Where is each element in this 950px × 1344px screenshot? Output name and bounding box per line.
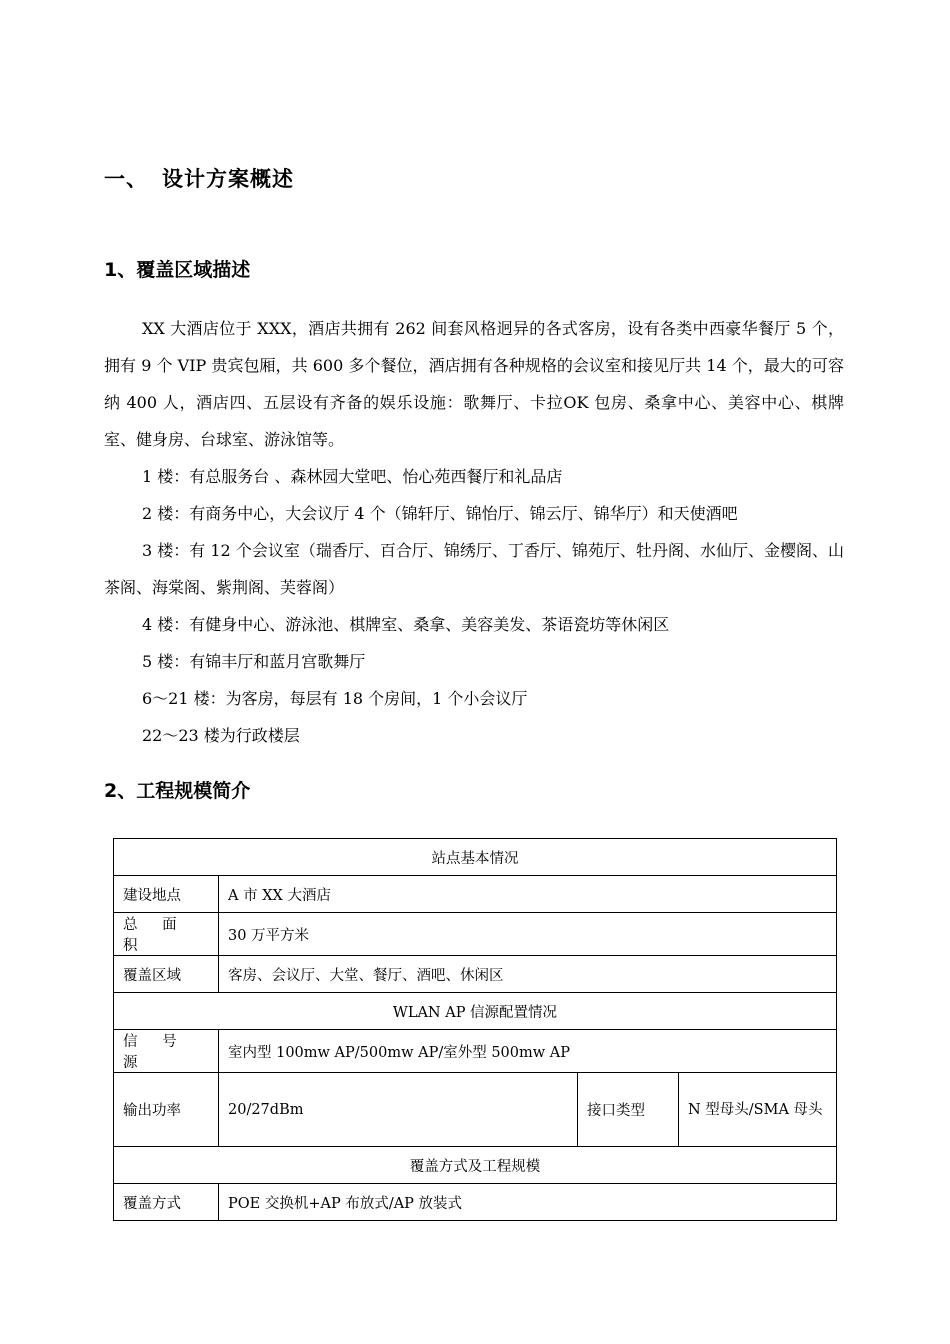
interface-type-value: N 型母头/SMA 母头 (679, 1073, 837, 1147)
floor-item-7: 22～23 楼为行政楼层 (142, 726, 300, 745)
area-label: 总 面 积 (114, 913, 219, 956)
site-label: 建设地点 (114, 876, 219, 913)
table-row (114, 1147, 837, 1184)
area-value: 30 万平方米 (219, 913, 837, 956)
ap-config-header: WLAN AP 信源配置情况 (114, 993, 837, 1030)
floor-item-4: 4 楼：有健身中心、游泳池、棋牌室、桑拿、美容美发、茶语瓷坊等休闲区 (142, 615, 670, 634)
chapter-title: 设计方案概述 (162, 167, 294, 191)
output-power-value: 20/27dBm (219, 1073, 578, 1147)
site-value: A 市 XX 大酒店 (219, 876, 837, 913)
chapter-number: 一、 (104, 167, 148, 191)
floor-item-2: 2 楼：有商务中心，大会议厅 4 个（锦轩厅、锦怡厅、锦云厅、锦华厅）和天使酒吧 (142, 504, 738, 523)
table-row (114, 956, 837, 993)
table-row (114, 876, 837, 913)
section-heading-coverage: 1、覆盖区域描述 (104, 259, 251, 281)
table-row (114, 1073, 837, 1147)
table-row (114, 839, 837, 876)
coverage-description-block (104, 310, 844, 754)
table-row (114, 993, 837, 1030)
chapter-heading (104, 163, 294, 193)
signal-source-label: 信 号 源 (114, 1030, 219, 1073)
coverage-area-value: 客房、会议厅、大堂、餐厅、酒吧、休闲区 (219, 956, 837, 993)
coverage-method-header: 覆盖方式及工程规模 (114, 1147, 837, 1184)
output-power-label: 输出功率 (114, 1073, 219, 1147)
section-heading-scale: 2、工程规模简介 (104, 780, 251, 802)
coverage-method-label: 覆盖方式 (114, 1184, 219, 1221)
table-row (114, 1030, 837, 1073)
floor-item-5: 5 楼：有锦丰厅和蓝月宫歌舞厅 (142, 652, 366, 671)
floor-item-3: 3 楼：有 12 个会议室（瑞香厅、百合厅、锦绣厅、丁香厅、锦苑厅、牡丹阁、水仙厅、金樱阁、山茶阁、海棠阁、紫荆阁、芙蓉阁） (104, 541, 844, 597)
basic-info-header: 站点基本情况 (114, 839, 837, 876)
hotel-description: XX 大酒店位于 XXX，酒店共拥有 262 间套风格迥异的各式客房，设有各类中西豪华餐厅 5 个，拥有 9 个 VIP 贵宾包厢，共 600 多个餐位，酒店拥有各种规格的会议室和接见厅共 14 个，最大的可容纳 400 人，酒店四、五层设有齐备的娱乐设施：歌舞厅、卡拉OK 包房、桑拿中心、美容中心、棋牌室、健身房、台球室、游泳馆等。 (104, 319, 844, 449)
signal-source-value: 室内型 100mw AP/500mw AP/室外型 500mw AP (219, 1030, 837, 1073)
table-row (114, 1184, 837, 1221)
coverage-method-value: POE 交换机+AP 布放式/AP 放装式 (219, 1184, 837, 1221)
coverage-area-label: 覆盖区域 (114, 956, 219, 993)
interface-type-label: 接口类型 (578, 1073, 679, 1147)
floor-item-6: 6～21 楼：为客房，每层有 18 个房间，1 个小会议厅 (142, 689, 528, 708)
table-row (114, 913, 837, 956)
site-info-table (113, 838, 837, 1221)
floor-item-1: 1 楼：有总服务台 、森林园大堂吧、怡心苑西餐厅和礼品店 (142, 467, 563, 486)
